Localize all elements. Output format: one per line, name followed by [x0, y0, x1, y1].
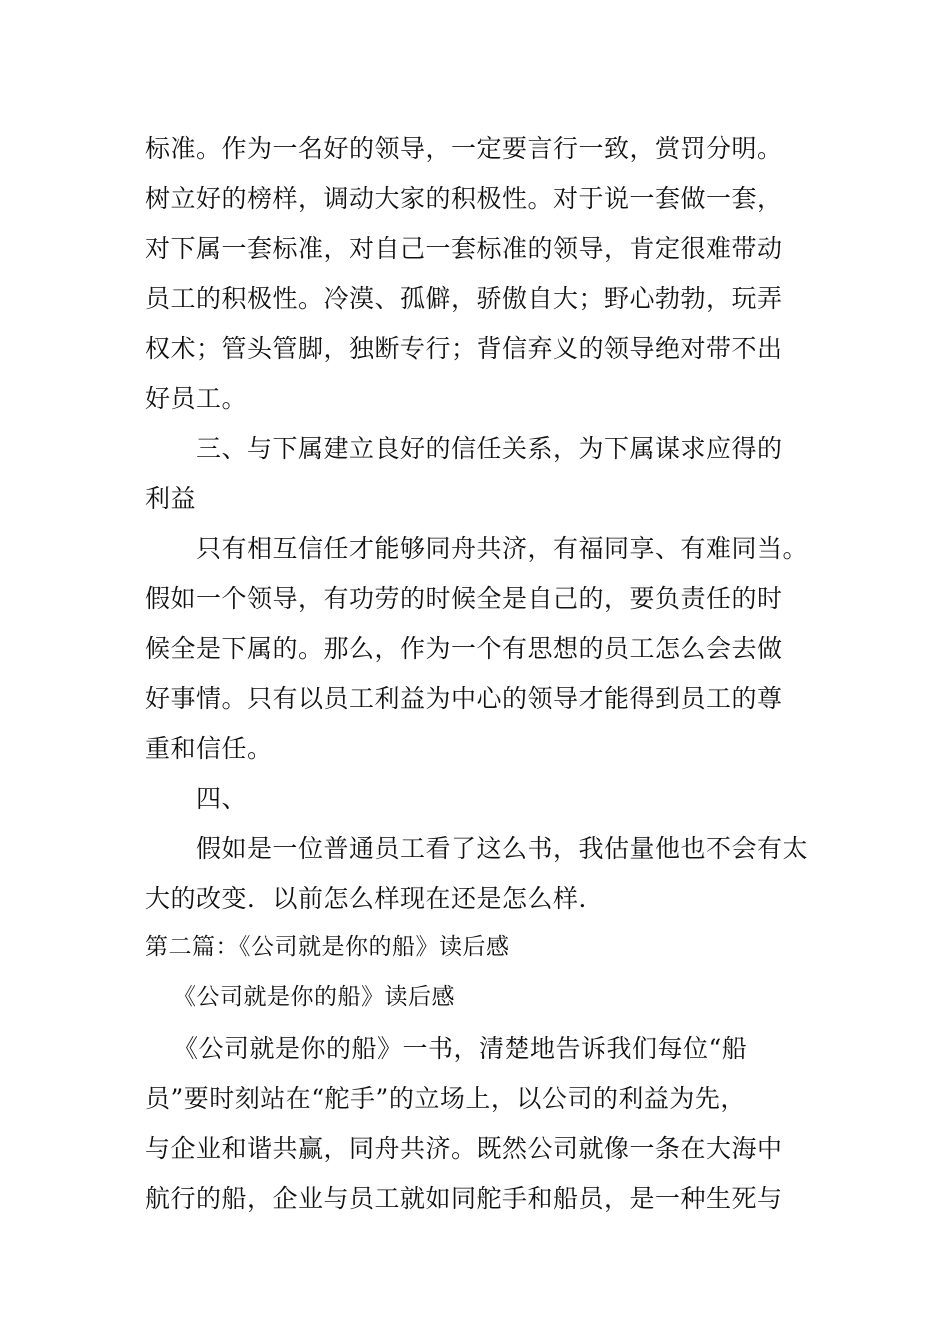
text-line: 好事情。只有以员工利益为中心的领导才能得到员工的尊 [145, 684, 783, 713]
text-line: 树立好的榜样，调动大家的积极性。对于说一套做一套， [145, 184, 783, 213]
section-heading: 四、 [196, 784, 248, 813]
subtitle: 《公司就是你的船》读后感 [173, 984, 455, 1010]
text-line: 好员工。 [145, 384, 248, 413]
paragraph-start: 假如是一位普通员工看了这么书，我估量他也不会有太 [196, 834, 809, 863]
text-line: 与企业和谐共赢，同舟共济。既然公司就像一条在大海中 [145, 1134, 783, 1163]
text-line: 对下属一套标准，对自己一套标准的领导，肯定很难带动 [145, 234, 783, 263]
paragraph-start: 只有相互信任才能够同舟共济，有福同享、有难同当。 [196, 534, 809, 563]
section-heading: 三、与下属建立良好的信任关系，为下属谋求应得的 [196, 434, 783, 463]
text-line: 候全是下属的。那么，作为一个有思想的员工怎么会去做 [145, 634, 783, 663]
text-line: 标准。作为一名好的领导，一定要言行一致，赏罚分明。 [145, 134, 783, 163]
text-line: 员”要时刻站在“舵手”的立场上，以公司的利益为先， [145, 1084, 746, 1113]
text-line: 利益 [145, 484, 197, 513]
text-line: 假如一个领导，有功劳的时候全是自己的，要负责任的时 [145, 584, 783, 613]
chapter-title: 第二篇：《公司就是你的船》读后感 [145, 934, 510, 960]
text-line: 重和信任。 [145, 734, 273, 763]
text-line: 航行的船，企业与员工就如同舵手和船员，是一种生死与 [145, 1184, 783, 1213]
text-line: 大的改变．以前怎么样现在还是怎么样． [145, 884, 605, 913]
paragraph-start: 《公司就是你的船》一书，清楚地告诉我们每位“船 [173, 1034, 748, 1063]
text-line: 员工的积极性。冷漠、孤僻，骄傲自大；野心勃勃，玩弄 [145, 284, 783, 313]
text-line: 权术；管头管脚，独断专行；背信弃义的领导绝对带不出 [145, 334, 783, 363]
